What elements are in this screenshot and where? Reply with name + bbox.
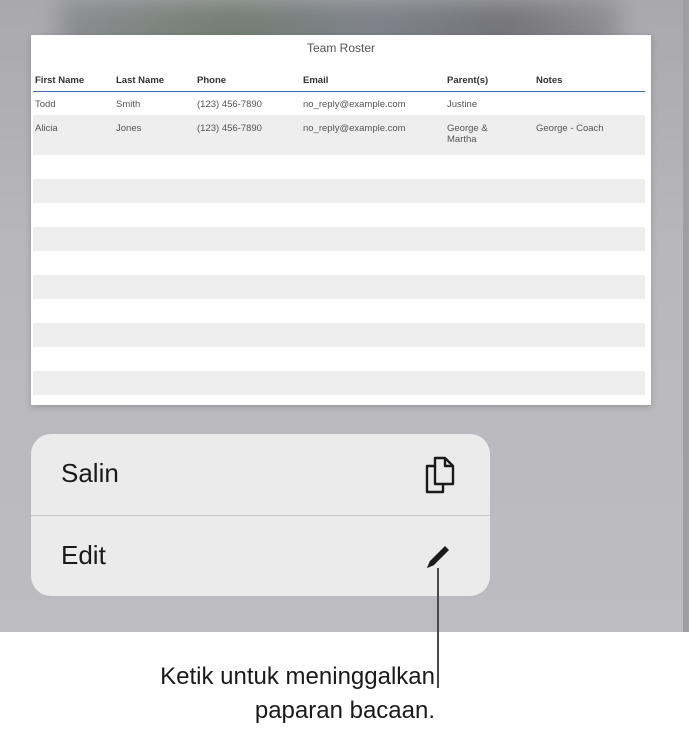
caption-line-1: Ketik untuk meninggalkan xyxy=(160,663,435,690)
screen-edge xyxy=(683,0,689,632)
table-cell: no_reply@example.com xyxy=(303,99,406,110)
callout-line xyxy=(437,568,439,688)
header-divider xyxy=(33,91,645,92)
table-cell: Justine xyxy=(447,99,478,110)
table-row xyxy=(33,275,645,299)
column-header-parents: Parent(s) xyxy=(447,75,489,86)
table-cell: Smith xyxy=(116,99,141,110)
column-header-email: Email xyxy=(303,75,329,86)
menu-item-label: Edit xyxy=(61,540,106,570)
menu-item-label: Salin xyxy=(61,458,119,488)
table-row xyxy=(33,155,645,179)
column-header-first-name: First Name xyxy=(35,75,85,86)
column-header-phone: Phone xyxy=(197,75,227,86)
menu-item-edit[interactable] xyxy=(31,516,490,596)
table-cell: Todd xyxy=(35,99,56,110)
table-row xyxy=(33,227,645,251)
column-header-last-name: Last Name xyxy=(116,75,165,86)
callout-caption xyxy=(160,660,435,728)
table-cell: Alicia xyxy=(35,123,58,134)
table-row xyxy=(33,323,645,347)
table-row xyxy=(33,395,645,405)
spreadsheet-preview[interactable] xyxy=(31,35,651,405)
table-cell: George & Martha xyxy=(447,123,488,145)
table-row xyxy=(33,93,645,115)
table-row xyxy=(33,299,645,323)
table-cell: (123) 456-7890 xyxy=(197,99,262,110)
table-row xyxy=(33,371,645,395)
table-row xyxy=(33,179,645,203)
table-cell: (123) 456-7890 xyxy=(197,123,262,134)
table-row xyxy=(33,347,645,371)
caption-line-2: paparan bacaan. xyxy=(254,697,435,724)
copy-icon xyxy=(419,454,459,501)
table-cell: no_reply@example.com xyxy=(303,123,406,134)
column-header-notes: Notes xyxy=(536,75,563,86)
sheet-title: Team Roster xyxy=(306,41,376,55)
menu-item-copy[interactable] xyxy=(31,434,490,515)
table-row xyxy=(33,203,645,227)
table-cell: George - Coach xyxy=(536,123,604,134)
table-cell: Jones xyxy=(116,123,142,134)
table-row xyxy=(33,115,645,155)
table-row xyxy=(33,251,645,275)
context-menu xyxy=(31,434,490,596)
